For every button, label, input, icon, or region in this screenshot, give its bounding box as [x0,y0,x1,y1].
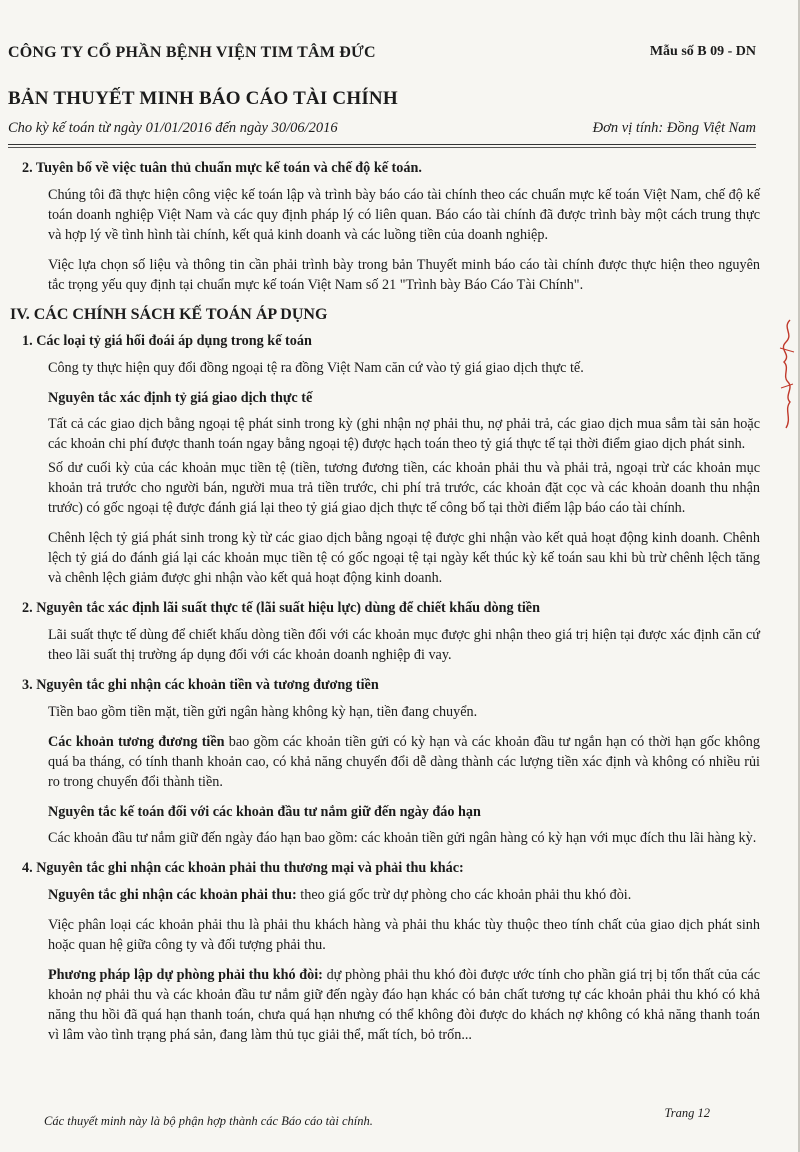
policy-4-paragraph-3 [48,965,760,1045]
policy-4-heading: 4. Nguyên tắc ghi nhận các khoản phải thu thương mại và phải thu khác: [22,860,464,876]
document-body [10,158,760,1055]
policy-3-paragraph-3: Các khoản đầu tư nắm giữ đến ngày đáo hạn bao gồm: các khoản tiền gửi ngân hàng có kỳ hạn với mục đích thu lãi hàng kỳ. [48,830,757,846]
policy-1-paragraph-4: Chênh lệch tỷ giá phát sinh trong kỳ từ các giao dịch bằng ngoại tệ được ghi nhận vào kết quả hoạt động kinh doanh. Chênh lệch tỷ giá do đánh giá lại các khoản mục tiền tệ có gốc ngoại tệ tại ngày kết thúc kỳ kế toán sau khi bù trừ chênh lệch tăng và chênh lệch giảm được ghi nhận vào kết quả hoạt động kinh doanh. [48,530,760,586]
cash-equivalents-label: Các khoản tương đương tiền [48,734,225,750]
provision-method-label: Phương pháp lập dự phòng phải thu khó đòi: [48,967,323,983]
company-name: CÔNG TY CỔ PHẦN BỆNH VIỆN TIM TÂM ĐỨC [8,44,376,61]
section-2-paragraph-2: Việc lựa chọn số liệu và thông tin cần phải trình bày trong bản Thuyết minh báo cáo tài chính được thực hiện theo nguyên tắc trọng yếu quy định tại chuẩn mực kế toán Việt Nam số 21 "Trình bày Báo Cáo Tài Chính". [48,257,760,293]
receivables-principle-label: Nguyên tắc ghi nhận các khoản phải thu: [48,887,297,903]
currency-unit: Đơn vị tính: Đồng Việt Nam [592,120,756,136]
policy-3-heading: 3. Nguyên tắc ghi nhận các khoản tiền và tương đương tiền [22,677,379,693]
footer-note: Các thuyết minh này là bộ phận hợp thành các Báo cáo tài chính. [44,1114,373,1128]
section-iv-heading: IV. CÁC CHÍNH SÁCH KẾ TOÁN ÁP DỤNG [10,306,328,323]
section-2-heading: 2. Tuyên bố về việc tuân thủ chuẩn mực kế toán và chế độ kế toán. [22,160,422,176]
policy-1-paragraph-1: Công ty thực hiện quy đổi đồng ngoại tệ ra đồng Việt Nam căn cứ vào tỷ giá giao dịch thực tế. [48,360,584,376]
policy-4-paragraph-2: Việc phân loại các khoản phải thu là phải thu khách hàng và phải thu khác tùy thuộc theo tính chất của giao dịch phát sinh hoặc quan hệ giữa công ty và đối tượng phải thu. [48,917,760,953]
policy-3-subheading: Nguyên tắc kế toán đối với các khoản đầu tư nắm giữ đến ngày đáo hạn [48,804,481,820]
provision-method-text: dự phòng phải thu khó đòi được ước tính cho phần giá trị bị tổn thất của các khoản nợ phải thu và các khoản đầu tư nắm giữ đến ngày đáo hạn khác có bản chất tương tự các khoản phải thu khó có khả năng thu hồi đã quá hạn thanh toán, chưa quá hạn nhưng có thể không đòi được do khách nợ không có khả năng thanh toán vì lâm vào tình trạng phá sản, đang làm thủ tục giải thể, mất tích, bỏ trốn... [48,967,760,1043]
page-number: Trang 12 [664,1106,710,1120]
policy-1-paragraph-3: Số dư cuối kỳ của các khoản mục tiền tệ (tiền, tương đương tiền, các khoản phải thu và phải trả, ngoại trừ các khoản mục khoản trả trước cho người bán, người mua trả tiền trước, chi phí trả trước, các khoản đặt cọc và các khoản doanh thu nhận trước) có gốc ngoại tệ được đánh giá lại theo tỷ giá giao dịch thực tế công bố tại thời điểm lập báo cáo tài chính. [48,460,760,516]
policy-2-paragraph-1: Lãi suất thực tế dùng để chiết khấu dòng tiền đối với các khoản mục được ghi nhận theo giá trị hiện tại được xác định căn cứ theo lãi suất thị trường áp dụng đối với các khoản doanh nghiệp đi vay. [48,627,760,663]
section-2-paragraph-1: Chúng tôi đã thực hiện công việc kế toán lập và trình bày báo cáo tài chính theo các chuẩn mực kế toán Việt Nam, chế độ kế toán doanh nghiệp Việt Nam và các quy định pháp lý có liên quan. Báo cáo tài chính đã được trình bày một cách trung thực và hợp lý về tình hình tài chính, kết quả kinh doanh và các luồng tiền của doanh nghiệp. [48,187,760,243]
cash-equivalents-text: bao gồm các khoản tiền gửi có kỳ hạn và các khoản đầu tư ngắn hạn có thời hạn gốc không quá ba tháng, có tính thanh khoản cao, có khả năng chuyển đổi dễ dàng thành các lượng tiền xác định và không có nhiều rủi ro trong chuyển đổi thành tiền. [48,734,760,790]
policy-2-heading: 2. Nguyên tắc xác định lãi suất thực tế (lãi suất hiệu lực) dùng để chiết khấu dòng tiền [22,600,540,616]
policy-3-paragraph-1: Tiền bao gồm tiền mặt, tiền gửi ngân hàng không kỳ hạn, tiền đang chuyển. [48,704,478,720]
policy-1-subheading: Nguyên tắc xác định tỷ giá giao dịch thực tế [48,390,313,406]
policy-4-paragraph-1 [48,885,760,905]
report-period: Cho kỳ kế toán từ ngày 01/01/2016 đến ngày 30/06/2016 [8,120,338,136]
policy-1-paragraph-2: Tất cả các giao dịch bằng ngoại tệ phát sinh trong kỳ (ghi nhận nợ phải thu, nợ phải trả, các giao dịch mua sắm tài sản hoặc các khoản chi phí được thanh toán ngay bằng ngoại tệ) được hạch toán theo tỷ giá thực tế tại thời điểm giao dịch phát sinh. [48,416,760,452]
policy-1-heading: 1. Các loại tỷ giá hối đoái áp dụng trong kế toán [22,333,312,349]
header-divider-thin [8,147,756,148]
receivables-principle-text: theo giá gốc trừ dự phòng cho các khoản phải thu khó đòi. [296,887,632,903]
signature-stamp-icon [776,318,798,438]
header-divider [8,144,756,145]
policy-3-paragraph-2 [48,732,760,792]
form-code: Mẫu số B 09 - DN [649,44,756,59]
report-title: BẢN THUYẾT MINH BÁO CÁO TÀI CHÍNH [8,88,398,109]
